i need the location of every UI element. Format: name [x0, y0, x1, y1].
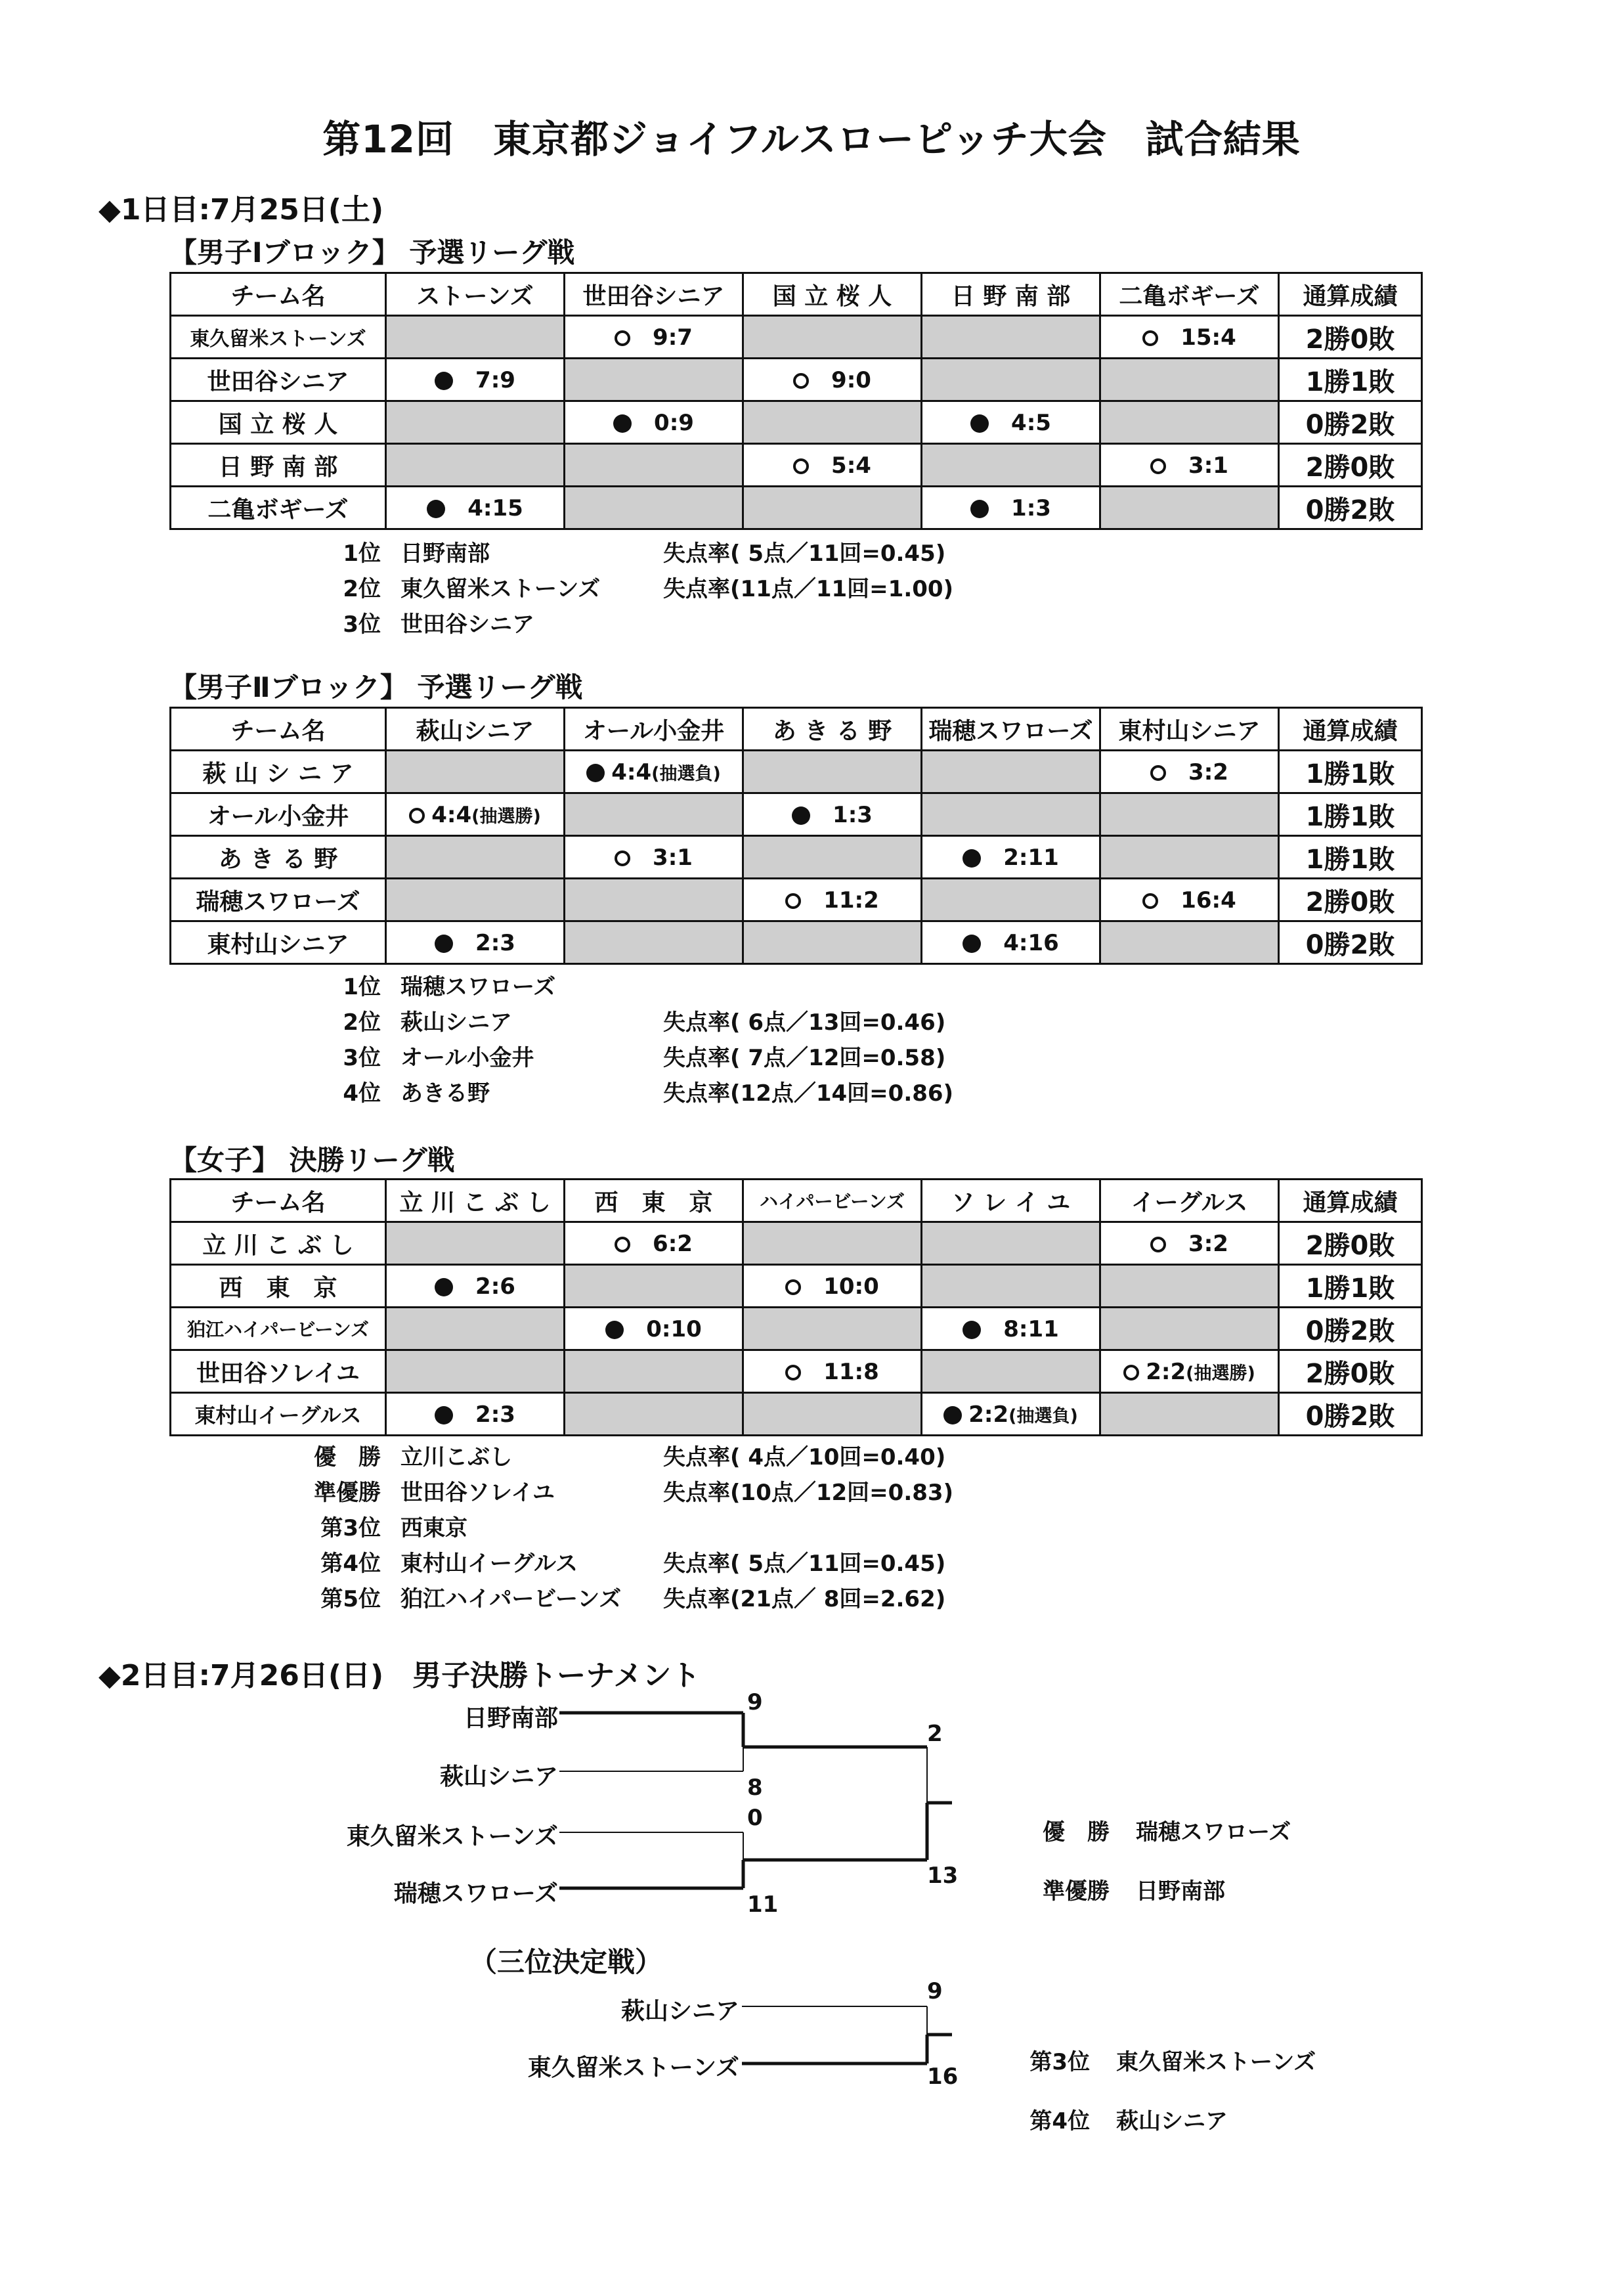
team-header: チーム名: [171, 708, 386, 751]
rank-team: 狛江ハイパービーンズ: [400, 1586, 622, 1612]
rank-position: 第5位: [320, 1586, 381, 1612]
rank-position: 第3位: [320, 1515, 381, 1541]
team-name: 日 野 南 部: [171, 444, 386, 487]
team-name: 二亀ボギーズ: [171, 487, 386, 529]
block1-label: 【男子Ⅰブロック】 予選リーグ戦: [169, 236, 575, 269]
result-cell: 7:9: [386, 359, 565, 401]
rank-position: 2位: [343, 1009, 381, 1036]
team-name: 萩 山 シ ニ ア: [171, 751, 386, 793]
bracket-team: 東久留米ストーンズ: [346, 1823, 558, 1850]
record-cell: 0勝2敗: [1279, 401, 1422, 444]
rank-note: 失点率( 7点／12回=0.58): [663, 1045, 946, 1071]
rank-note: 失点率( 6点／13回=0.46): [663, 1009, 946, 1036]
team-name: 世田谷ソレイユ: [171, 1350, 386, 1393]
rank-team: 世田谷シニア: [400, 611, 534, 638]
result-cell: 15:4: [1100, 316, 1279, 359]
col-header: 萩山シニア: [386, 708, 565, 751]
team-name: 世田谷シニア: [171, 359, 386, 401]
col-header: 日 野 南 部: [922, 273, 1100, 316]
day1-heading: ◆1日目:7月25日(土): [98, 193, 384, 227]
team-name: オール小金井: [171, 793, 386, 836]
record-header: 通算成績: [1279, 1180, 1422, 1222]
rank-position: 4位: [343, 1080, 381, 1107]
record-cell: 0勝2敗: [1279, 921, 1422, 964]
result-team: 東久留米ストーンズ: [1116, 2049, 1316, 2075]
record-cell: 0勝2敗: [1279, 1308, 1422, 1350]
team-name: 西 東 京: [171, 1265, 386, 1308]
bracket-score: 11: [747, 1891, 779, 1918]
col-header: ストーンズ: [386, 273, 565, 316]
third-place-results: [1011, 2033, 1316, 2151]
record-cell: 0勝2敗: [1279, 487, 1422, 529]
tournament-results: [1011, 1803, 1291, 1921]
rank-team: オール小金井: [400, 1045, 534, 1071]
team-name: 立 川 こ ぶ し: [171, 1222, 386, 1265]
record-cell: 2勝0敗: [1279, 444, 1422, 487]
rank-note: 失点率(21点／ 8回=2.62): [663, 1586, 946, 1612]
bracket-score: 16: [927, 2064, 959, 2090]
result-position: 優 勝: [1043, 1819, 1110, 1845]
team-header: チーム名: [171, 273, 386, 316]
result-position: 準優勝: [1043, 1878, 1110, 1905]
result-position: 第3位: [1029, 2049, 1090, 2075]
result-cell: 11:2: [743, 879, 922, 921]
result-cell: 5:4: [743, 444, 922, 487]
result-cell: 2:3: [386, 921, 565, 964]
bracket-score: 9: [747, 1689, 763, 1715]
rank-position: 1位: [343, 541, 381, 567]
result-cell: 3:1: [1100, 444, 1279, 487]
rank-note: 失点率( 5点／11回=0.45): [663, 541, 946, 567]
rank-team: 東村山イーグルス: [400, 1551, 578, 1577]
rank-position: 2位: [343, 576, 381, 602]
result-cell: 3:2: [1100, 1222, 1279, 1265]
result-cell: 3:1: [565, 836, 743, 879]
result-cell: 2:6: [386, 1265, 565, 1308]
team-name: あ き る 野: [171, 836, 386, 879]
team-name: 東村山シニア: [171, 921, 386, 964]
rank-note: 失点率(12点／14回=0.86): [663, 1080, 954, 1107]
result-cell: 8:11: [922, 1308, 1100, 1350]
result-cell: 2:3: [386, 1393, 565, 1436]
bracket-score: 13: [927, 1863, 959, 1889]
rank-position: 準優勝: [314, 1480, 381, 1506]
result-cell: 16:4: [1100, 879, 1279, 921]
team-name: 東村山イーグルス: [171, 1393, 386, 1436]
team-name: 東久留米ストーンズ: [171, 316, 386, 359]
col-header: 二亀ボギーズ: [1100, 273, 1279, 316]
rank-note: 失点率( 4点／10回=0.40): [663, 1444, 946, 1470]
result-cell: 10:0: [743, 1265, 922, 1308]
col-header: ハイパービーンズ: [743, 1180, 922, 1222]
rank-team: 東久留米ストーンズ: [400, 576, 601, 602]
team-header: チーム名: [171, 1180, 386, 1222]
rank-position: 3位: [343, 1045, 381, 1071]
record-cell: 1勝1敗: [1279, 836, 1422, 879]
record-cell: 1勝1敗: [1279, 359, 1422, 401]
result-cell: 0:10: [565, 1308, 743, 1350]
result-cell: 4:16: [922, 921, 1100, 964]
result-team: 萩山シニア: [1116, 2108, 1228, 2134]
result-cell: 4:4(抽選勝): [386, 793, 565, 836]
record-header: 通算成績: [1279, 708, 1422, 751]
result-cell: 9:0: [743, 359, 922, 401]
rank-note: 失点率(11点／11回=1.00): [663, 576, 954, 602]
col-header: イーグルス: [1100, 1180, 1279, 1222]
rank-note: 失点率(10点／12回=0.83): [663, 1480, 954, 1506]
record-cell: 2勝0敗: [1279, 316, 1422, 359]
result-cell: 0:9: [565, 401, 743, 444]
rank-team: 立川こぶし: [400, 1444, 512, 1470]
rank-team: 瑞穂スワローズ: [400, 974, 556, 1000]
page-title: 第12回 東京都ジョイフルスローピッチ大会 試合結果: [322, 117, 1301, 162]
bracket-score: 9: [927, 1978, 943, 2004]
record-cell: 1勝1敗: [1279, 1265, 1422, 1308]
result-cell: 9:7: [565, 316, 743, 359]
bracket-team: 瑞穂スワローズ: [393, 1880, 558, 1907]
record-cell: 2勝0敗: [1279, 1350, 1422, 1393]
result-team: 日野南部: [1136, 1878, 1225, 1905]
bracket-score: 2: [927, 1721, 943, 1747]
result-cell: 4:4(抽選負): [565, 751, 743, 793]
rank-note: 失点率( 5点／11回=0.45): [663, 1551, 946, 1577]
record-cell: 2勝0敗: [1279, 879, 1422, 921]
team-name: 狛江ハイパービーンズ: [171, 1308, 386, 1350]
result-cell: 2:2(抽選勝): [1100, 1350, 1279, 1393]
block3-label: 【女子】 決勝リーグ戦: [169, 1144, 455, 1176]
rank-position: 優 勝: [314, 1444, 381, 1470]
result-cell: 2:11: [922, 836, 1100, 879]
rank-team: あきる野: [400, 1080, 490, 1107]
rank-team: 世田谷ソレイユ: [400, 1480, 555, 1506]
col-header: 国 立 桜 人: [743, 273, 922, 316]
col-header: 世田谷シニア: [565, 273, 743, 316]
bracket-team: 萩山シニア: [620, 1998, 739, 2025]
day2-heading: ◆2日目:7月26日(日) 男子決勝トーナメント: [98, 1659, 701, 1692]
rank-position: 3位: [343, 611, 381, 638]
result-cell: 4:15: [386, 487, 565, 529]
bracket-score: 0: [747, 1805, 763, 1831]
record-cell: 1勝1敗: [1279, 793, 1422, 836]
col-header: オール小金井: [565, 708, 743, 751]
third-place-label: （三位決定戦）: [469, 1946, 663, 1978]
result-cell: 1:3: [743, 793, 922, 836]
block2-label: 【男子Ⅱブロック】 予選リーグ戦: [169, 671, 583, 703]
result-position: 第4位: [1029, 2108, 1090, 2134]
col-header: 立 川 こ ぶ し: [386, 1180, 565, 1222]
team-name: 国 立 桜 人: [171, 401, 386, 444]
result-cell: 6:2: [565, 1222, 743, 1265]
col-header: ソ レ イ ユ: [922, 1180, 1100, 1222]
result-cell: 11:8: [743, 1350, 922, 1393]
rank-team: 西東京: [400, 1515, 467, 1541]
rank-position: 第4位: [320, 1551, 381, 1577]
col-header: 瑞穂スワローズ: [922, 708, 1100, 751]
team-name: 瑞穂スワローズ: [171, 879, 386, 921]
result-cell: 3:2: [1100, 751, 1279, 793]
result-cell: 4:5: [922, 401, 1100, 444]
bracket-team: 東久留米ストーンズ: [527, 2054, 739, 2081]
col-header: 東村山シニア: [1100, 708, 1279, 751]
result-cell: 1:3: [922, 487, 1100, 529]
rank-team: 日野南部: [400, 541, 490, 567]
record-cell: 0勝2敗: [1279, 1393, 1422, 1436]
bracket-score: 8: [747, 1775, 763, 1801]
rank-team: 萩山シニア: [400, 1009, 512, 1036]
bracket-team: 日野南部: [463, 1705, 558, 1732]
bracket-team: 萩山シニア: [439, 1763, 558, 1790]
col-header: 西 東 京: [565, 1180, 743, 1222]
record-cell: 1勝1敗: [1279, 751, 1422, 793]
record-header: 通算成績: [1279, 273, 1422, 316]
result-team: 瑞穂スワローズ: [1136, 1819, 1291, 1845]
col-header: あ き る 野: [743, 708, 922, 751]
record-cell: 2勝0敗: [1279, 1222, 1422, 1265]
rank-position: 1位: [343, 974, 381, 1000]
result-cell: 2:2(抽選負): [922, 1393, 1100, 1436]
